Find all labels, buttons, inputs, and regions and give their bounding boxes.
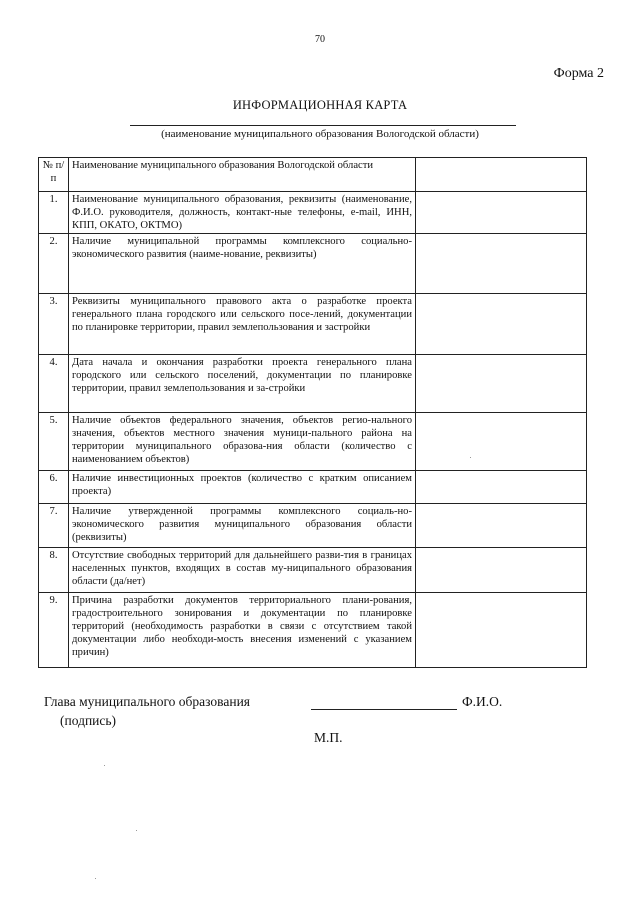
row-value[interactable] [416, 548, 587, 593]
table-row [39, 593, 587, 668]
table-header-row [39, 158, 587, 192]
form-label: Форма 2 [553, 66, 604, 81]
row-num: 7. [39, 504, 69, 548]
page-number: 70 [315, 34, 325, 45]
header-value-cell [416, 158, 587, 192]
row-num: 1. [39, 192, 69, 234]
row-text: Наличие муниципальной программы комплексного социально-экономического развития (наиме-нование, реквизиты) [69, 234, 416, 294]
municipality-name-line [130, 125, 516, 126]
row-text: Дата начала и окончания разработки проекта генерального плана городского или сельского поселений, документации по планировке территории, правил землепользования и за-стройки [69, 355, 416, 413]
scan-speck [104, 765, 105, 766]
table-row [39, 355, 587, 413]
row-num: 5. [39, 413, 69, 471]
row-num: 6. [39, 471, 69, 504]
row-text: Наличие инвестиционных проектов (количество с кратким описанием проекта) [69, 471, 416, 504]
row-value[interactable] [416, 504, 587, 548]
row-num: 2. [39, 234, 69, 294]
header-num-cell: № п/п [39, 158, 69, 192]
table-row [39, 471, 587, 504]
row-value[interactable] [416, 593, 587, 668]
fio-label: Ф.И.О. [462, 694, 503, 709]
row-value[interactable] [416, 413, 587, 471]
municipality-name-caption: (наименование муниципального образования Вологодской области) [161, 128, 479, 140]
scan-speck [95, 878, 96, 879]
scan-speck [136, 830, 137, 831]
table-row [39, 192, 587, 234]
row-value[interactable] [416, 471, 587, 504]
row-value[interactable] [416, 294, 587, 355]
scan-speck [470, 457, 471, 458]
table-row [39, 548, 587, 593]
table-row [39, 504, 587, 548]
table-row [39, 294, 587, 355]
row-num: 3. [39, 294, 69, 355]
row-value[interactable] [416, 192, 587, 234]
row-num: 8. [39, 548, 69, 593]
table-row [39, 234, 587, 294]
head-of-municipality-label: Глава муниципального образования [44, 694, 251, 709]
signature-line [311, 709, 457, 710]
signature-caption: (подпись) [60, 713, 117, 728]
information-card-table [38, 157, 587, 668]
row-text: Наименование муниципального образования, реквизиты (наименование, Ф.И.О. руководителя, должность, контакт-ные телефоны, e-mail, ИНН, КПП, ОКАТО, ОКТМО) [69, 192, 416, 234]
seal-place-label: М.П. [314, 730, 343, 745]
header-text-cell: Наименование муниципального образования Вологодской области [69, 158, 416, 192]
row-num: 9. [39, 593, 69, 668]
row-text: Отсутствие свободных территорий для дальнейшего разви-тия в границах населенных пунктов, входящих в состав му-ниципального образования области (да/нет) [69, 548, 416, 593]
row-num: 4. [39, 355, 69, 413]
row-text: Причина разработки документов территориального плани-рования, градостроительного зонирования и документации по планировке территорий (необходимость разработки в связи с отсутствием такой документации либо необходи-мость внесения изменений с указанием причин) [69, 593, 416, 668]
document-title: ИНФОРМАЦИОННАЯ КАРТА [232, 98, 408, 112]
table-row [39, 413, 587, 471]
row-value[interactable] [416, 234, 587, 294]
row-value[interactable] [416, 355, 587, 413]
row-text: Наличие объектов федерального значения, объектов регио-нального значения, объектов местного значения муници-пального района на территории муниципального образова-ния области (количество с наименованием объектов) [69, 413, 416, 471]
row-text: Реквизиты муниципального правового акта о разработке проекта генерального плана городского или сельского посе-лений, документации по планировке территории, правил землепользования и застройки [69, 294, 416, 355]
row-text: Наличие утвержденной программы комплексного социаль-но-экономического развития муниципального образования области (реквизиты) [69, 504, 416, 548]
